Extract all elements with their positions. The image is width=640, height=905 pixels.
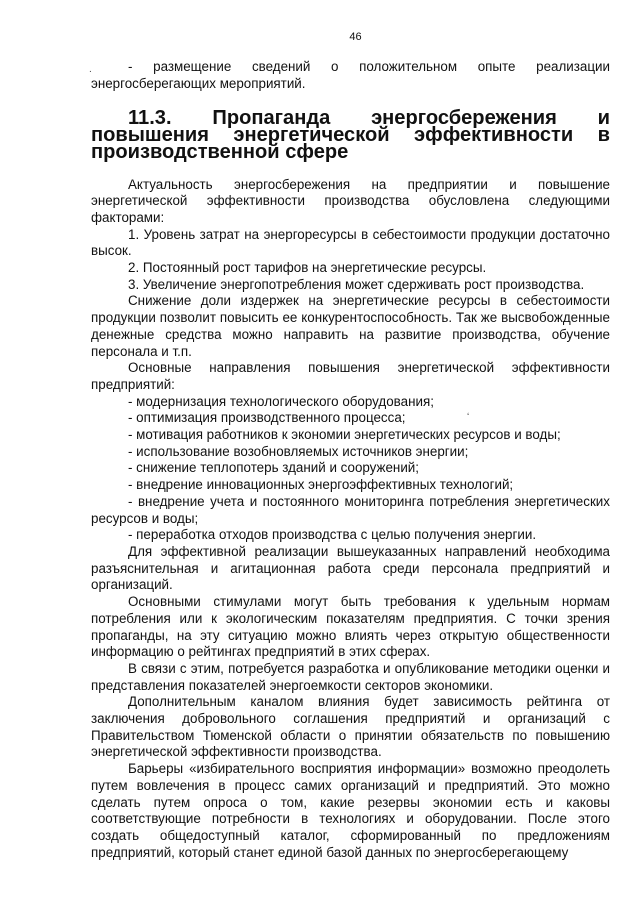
intro-bullet: - размещение сведений о положительном опыте реализации энергосберегающих мероприятий. bbox=[91, 59, 610, 91]
direction-item: - снижение теплопотерь зданий и сооружений; bbox=[128, 460, 420, 476]
page-number: 46 bbox=[349, 31, 362, 43]
intro-block bbox=[91, 59, 610, 92]
paragraph-directions: Основные направления повышения энергетической эффективности предприятий: bbox=[91, 360, 610, 392]
section-heading: 11.3. Пропаганда энергосбережения и повышения энергетической эффективности в производственной сфере bbox=[91, 107, 610, 163]
paragraph-agitation: Для эффективной реализации вышеуказанных направлений необходима разъяснительная и агитационная работа среди персонала предприятий и организаций. bbox=[91, 543, 610, 593]
scan-mark: ʻ bbox=[467, 412, 470, 424]
scan-mark: . bbox=[89, 64, 92, 75]
factor-3: 3. Увеличение энергопотребления может сдерживать рост производства. bbox=[128, 276, 585, 292]
direction-item: - внедрение инновационных энергоэффективных технологий; bbox=[128, 477, 514, 493]
paragraph-barriers: Барьеры «избирательного восприятия информации» возможно преодолеть путем вовлечения в процесс самих организаций и предприятий. Это можно сделать путем опроса о том, какие резервы экономии есть и каковы соответствующие потребности в технологиях и оборудовании. После этого создать общедоступный каталог, сформированный по предложениям предприятий, который станет единой базой данных по энергосберегающему bbox=[91, 761, 610, 860]
direction-item: - оптимизация производственного процесса; bbox=[128, 410, 406, 426]
factor-1: 1. Уровень затрат на энергоресурсы в себестоимости продукции достаточно высок. bbox=[91, 226, 610, 259]
paragraph-rating: Дополнительным каналом влияния будет зависимость рейтинга от заключения добровольного соглашения предприятий и организаций с Правительством Тюменской области о принятии обязательств по повышению энергетической эффективности производства. bbox=[91, 694, 610, 760]
paragraph-cost-reduction: Снижение доли издержек на энергетические ресурсы в себестоимости продукции позволит повысить ее конкурентоспособность. Так же высвобожденные денежные средства можно направить на развитие производства, обучение персонала и т.п. bbox=[91, 293, 610, 359]
paragraph-stimuli: Основными стимулами могут быть требования к удельным нормам потребления или к экологическим показателям предприятия. С точки зрения пропаганды, на эту ситуацию можно влиять через открытую общественности информацию о рейтингах предприятий в этих сферах. bbox=[91, 594, 610, 660]
direction-item: - мотивация работников к экономии энергетических ресурсов и воды; bbox=[128, 427, 561, 443]
paragraph-methodology: В связи с этим, потребуется разработка и опубликование методики оценки и представления показателей энергоемкости секторов экономики. bbox=[91, 660, 610, 693]
paragraph-factors-intro: Актуальность энергосбережения на предприятии и повышение энергетической эффективности производства обусловлена следующими факторами: bbox=[91, 176, 610, 225]
factor-2: 2. Постоянный рост тарифов на энергетические ресурсы. bbox=[128, 260, 487, 276]
direction-item: - модернизация технологического оборудования; bbox=[128, 393, 434, 409]
direction-item: - переработка отходов производства с целью получения энергии. bbox=[128, 527, 537, 543]
direction-item: - использование возобновляемых источников энергии; bbox=[128, 443, 469, 459]
direction-item: - внедрение учета и постоянного мониторинга потребления энергетических ресурсов и воды; bbox=[91, 493, 610, 526]
